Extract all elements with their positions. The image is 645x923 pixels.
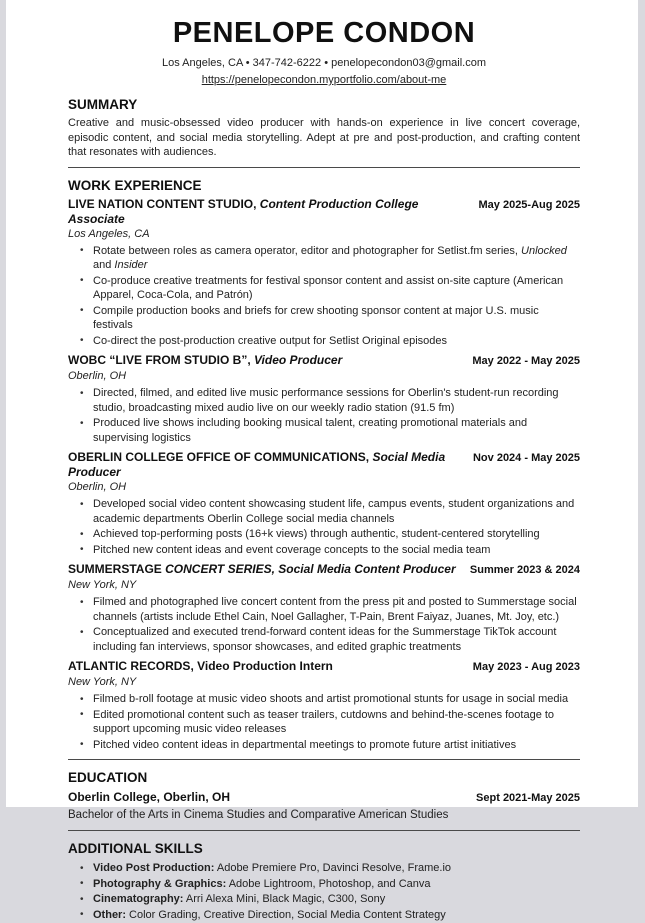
text-segment: Conceptualized and executed trend-forward content ideas for the Summerstage TikTok account including fan interviews, sponsor showcases, and edited graphic treatments xyxy=(93,626,557,653)
text-segment: Filmed and photographed live concert content from the press pit and posted to Summerstage social channels (artists include Ethel Cain, Noel Gallagher, T-Pain, Brent Faiyaz, Juanes, Mt. Joy, etc.) xyxy=(93,596,577,623)
text-segment: Cinematography: xyxy=(93,893,184,905)
text-segment: Rotate between roles as camera operator, editor and photographer for Setlist.fm series, xyxy=(93,244,522,257)
job-location: Los Angeles, CA xyxy=(68,227,150,240)
text-segment: Insider xyxy=(114,259,148,271)
job-heading-row xyxy=(68,450,580,480)
bullet-item xyxy=(80,692,580,707)
job-heading-row xyxy=(68,562,580,578)
text-segment: Directed, filmed, and edited live music performance sessions for Oberlin's student-run recording studio, broadcasting mixed audio live on our weekly radio station (91.5 fm) xyxy=(93,387,559,414)
job-entry xyxy=(68,197,580,349)
job-title xyxy=(68,353,342,368)
text-segment: ATLANTIC RECORDS, Video Production Intern xyxy=(68,659,333,673)
work-experience-heading: WORK EXPERIENCE xyxy=(68,177,202,193)
job-bullet-list xyxy=(68,386,580,445)
job-dates: May 2025-Aug 2025 xyxy=(478,198,580,211)
skill-item xyxy=(80,908,580,923)
text-segment: Edited promotional content such as teaser trailers, cutdowns and behind-the-scenes footage to support upcoming music video releases xyxy=(93,708,555,735)
bullet-item xyxy=(80,386,580,415)
school-name: Oberlin College, Oberlin, OH xyxy=(68,790,231,804)
text-segment: Co-produce creative treatments for festival sponsor content and assist on-site capture (American Apparel, Coca-Cola, and Patrón) xyxy=(93,274,564,301)
bullet-item xyxy=(80,527,580,542)
job-heading-row xyxy=(68,197,580,227)
text-segment: Social Media Producer xyxy=(68,450,446,479)
skill-item xyxy=(80,861,580,876)
text-segment: Adobe Premiere Pro, Davinci Resolve, Frame.io xyxy=(214,862,452,874)
job-title xyxy=(68,562,456,577)
bullet-item xyxy=(80,304,580,333)
text-segment: LIVE NATION CONTENT STUDIO, xyxy=(68,196,260,211)
text-segment: Developed social video content showcasing student life, campus events, student organizations and academic departments Oberlin College social media channels xyxy=(93,498,575,525)
text-segment: Other: xyxy=(93,908,126,921)
text-segment: Photography & Graphics: xyxy=(93,877,227,890)
job-location: New York, NY xyxy=(68,579,137,591)
text-segment: Adobe Lightroom, Photoshop, and Canva xyxy=(226,877,431,890)
text-segment: WOBC “LIVE FROM STUDIO B”, xyxy=(68,353,254,367)
education-section xyxy=(68,770,580,823)
skill-item xyxy=(80,892,580,907)
job-location: Oberlin, OH xyxy=(68,481,127,493)
text-segment: Video Producer xyxy=(254,353,343,367)
education-heading: EDUCATION xyxy=(68,770,148,785)
job-dates: May 2023 - Aug 2023 xyxy=(472,661,580,673)
text-segment: Arri Alexa Mini, Black Magic, C300, Sony xyxy=(183,893,386,905)
skills-section xyxy=(68,841,580,922)
job-heading-row xyxy=(68,659,580,675)
text-segment: Co-direct the post-production creative output for Setlist Original episodes xyxy=(93,334,448,347)
job-dates: Summer 2023 & 2024 xyxy=(469,564,580,576)
job-dates: Nov 2024 - May 2025 xyxy=(472,452,580,464)
job-entry xyxy=(68,659,580,752)
skills-list xyxy=(68,861,580,922)
skills-heading: ADDITIONAL SKILLS xyxy=(68,841,203,856)
job-entry xyxy=(68,353,580,445)
bullet-item xyxy=(80,244,580,273)
bullet-item xyxy=(80,543,580,558)
text-segment: Content Production College Associate xyxy=(68,196,419,226)
text-segment: Color Grading, Creative Direction, Social Media Content Strategy xyxy=(126,908,446,921)
bullet-item xyxy=(80,595,580,624)
resume-page xyxy=(6,0,638,921)
text-segment: and xyxy=(93,259,115,271)
education-dates: Sept 2021-May 2025 xyxy=(476,792,580,804)
job-title xyxy=(68,659,333,674)
text-segment: Produced live shows including booking musical talent, creating promotional materials and supervising logistics xyxy=(93,417,528,444)
job-bullet-list xyxy=(68,497,580,557)
portfolio-link[interactable]: https://penelopecondon.myportfolio.com/about-me xyxy=(201,74,447,86)
bullet-item xyxy=(80,497,580,526)
job-heading-row xyxy=(68,353,580,369)
text-segment: Pitched video content ideas in departmental meetings to promote future artist initiatives xyxy=(93,738,517,751)
text-segment: Filmed b-roll footage at music video shoots and artist promotional stunts for usage in social media xyxy=(93,693,569,705)
text-segment: Pitched new content ideas and event coverage concepts to the social media team xyxy=(93,543,491,556)
text-segment: Unlocked xyxy=(521,244,567,257)
bullet-item xyxy=(80,625,580,654)
summary-heading: SUMMARY xyxy=(68,97,138,112)
summary-text: Creative and music-obsessed video producer with hands-on experience in live concert coverage, episodic content, and social media storytelling. Adept at pre and post-production, and crafting content that resonates with audiences. xyxy=(68,117,580,158)
job-entry xyxy=(68,450,580,557)
section-divider xyxy=(68,167,580,168)
text-segment: SUMMERSTAGE xyxy=(68,562,166,576)
job-location: Oberlin, OH xyxy=(68,370,127,382)
job-dates: May 2022 - May 2025 xyxy=(472,355,580,367)
job-bullet-list xyxy=(68,595,580,654)
degree: Bachelor of the Arts in Cinema Studies and Comparative American Studies xyxy=(68,809,449,821)
contact-line: Los Angeles, CA • 347-742-6222 • penelopecondon03@gmail.com xyxy=(161,57,487,69)
job-location: New York, NY xyxy=(68,676,137,688)
job-title xyxy=(68,450,459,480)
text-segment: Compile production books and briefs for crew shooting sponsor content at major U.S. music festivals xyxy=(93,304,539,331)
skill-item xyxy=(80,877,580,892)
section-divider xyxy=(68,759,580,760)
bullet-item xyxy=(80,416,580,445)
job-bullet-list xyxy=(68,244,580,349)
text-segment: OBERLIN COLLEGE OFFICE OF COMMUNICATIONS, xyxy=(68,450,373,464)
bullet-item xyxy=(80,738,580,753)
job-bullet-list xyxy=(68,692,580,752)
bullet-item xyxy=(80,708,580,737)
text-segment: Achieved top-performing posts (16+k views) through authentic, student-centered storytelling xyxy=(93,528,540,540)
work-experience-section xyxy=(68,178,580,753)
job-entry xyxy=(68,562,580,654)
bullet-item xyxy=(80,274,580,303)
section-divider xyxy=(68,830,580,831)
summary-section xyxy=(68,97,580,160)
job-title xyxy=(68,197,465,227)
education-entry xyxy=(68,790,580,806)
text-segment: Video Post Production: xyxy=(93,862,215,874)
candidate-name: PENELOPE CONDON xyxy=(172,17,476,49)
resume-header xyxy=(68,18,580,87)
bullet-item xyxy=(80,334,580,349)
text-segment: CONCERT SERIES, Social Media Content Producer xyxy=(165,562,456,576)
job-list xyxy=(68,197,580,753)
